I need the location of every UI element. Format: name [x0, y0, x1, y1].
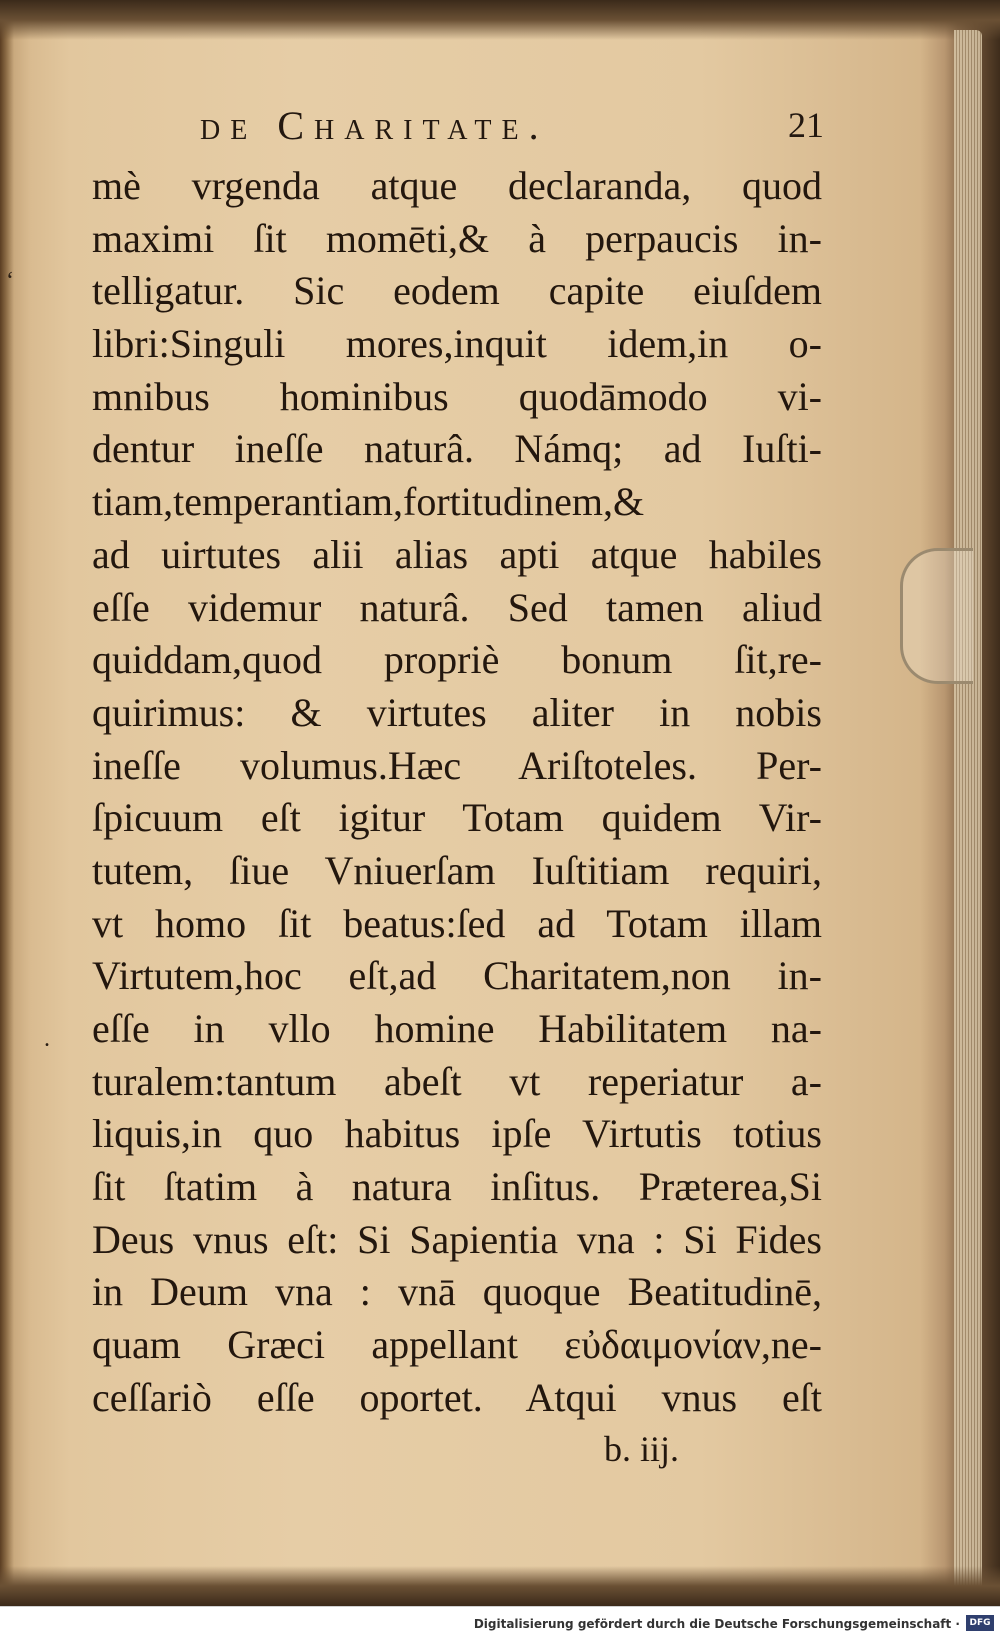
text-line: ceſſariò eſſe oportet. Atqui vnus eſt [92, 1374, 822, 1420]
text-line: quirimus: & virtutes aliter in nobis [92, 689, 822, 735]
text-line: dentur ineſſe naturâ. Námq; ad Iuſti- [92, 426, 822, 472]
text-line: ſit ſtatim à natura inſitus. Præterea,Si [92, 1164, 822, 1210]
running-title: de Charitate. [200, 103, 549, 148]
page-header [200, 102, 840, 152]
text-line: Virtutem,hoc eſt,ad Charitatem,non in- [92, 953, 822, 999]
text-line: mè vrgenda atque declaranda, quod [92, 163, 822, 208]
text-line: ſpicuum eſt igitur Totam quidem Vir- [92, 795, 822, 841]
text-line: eſſe videmur naturâ. Sed tamen aliud [92, 584, 822, 630]
text-line: quam Græci appellant εὐδαιμονίαν,ne- [92, 1322, 822, 1368]
text-line: libri:Singuli mores,inquit idem,in o- [92, 321, 822, 367]
text-line: turalem:tantum abeſt vt reperiatur a- [92, 1058, 822, 1104]
book-clasp [900, 548, 973, 684]
text-line: telligatur. Sic eodem capite eiuſdem [92, 268, 822, 314]
text-line: eſſe in vllo homine Habilitatem na- [92, 1006, 822, 1051]
page-edges [954, 30, 982, 1590]
text-line: maximi ſit momēti,& à perpaucis in- [92, 215, 822, 261]
text-line: liquis,in quo habitus ipſe Virtutis totius [92, 1111, 822, 1157]
text-line: mnibus hominibus quodāmodo vi- [92, 373, 822, 419]
text-line: in Deum vna : vnā quoque Beatitudinē, [92, 1269, 822, 1315]
margin-mark-1: ʻ [6, 268, 14, 294]
margin-mark-2: . [44, 1026, 50, 1052]
digitization-footer [0, 1606, 1000, 1642]
text-line: vt homo ſit beatus:ſed ad Totam illam [92, 900, 822, 946]
signature-mark: b. iij. [604, 1429, 680, 1469]
page-number: 21 [788, 105, 824, 145]
body-text [92, 160, 822, 1425]
funding-credit: Digitalisierung gefördert durch die Deutsche Forschungsgemeinschaft · [473, 1617, 960, 1631]
text-line: ineſſe volumus.Hæc Ariſtoteles. Per- [92, 742, 822, 788]
text-line: quiddam,quod propriè bonum ſit,re- [92, 637, 822, 683]
text-line: ad uirtutes alii alias apti atque habiles [92, 531, 822, 577]
text-line: tiam,temperantiam,fortitudinem,& [92, 479, 645, 525]
text-line: Deus vnus eſt: Si Sapientia vna : Si Fides [92, 1216, 822, 1262]
dfg-logo-icon: DFG [966, 1615, 994, 1631]
text-line: tutem, ſiue Vniuerſam Iuſtitiam requiri, [92, 847, 822, 893]
